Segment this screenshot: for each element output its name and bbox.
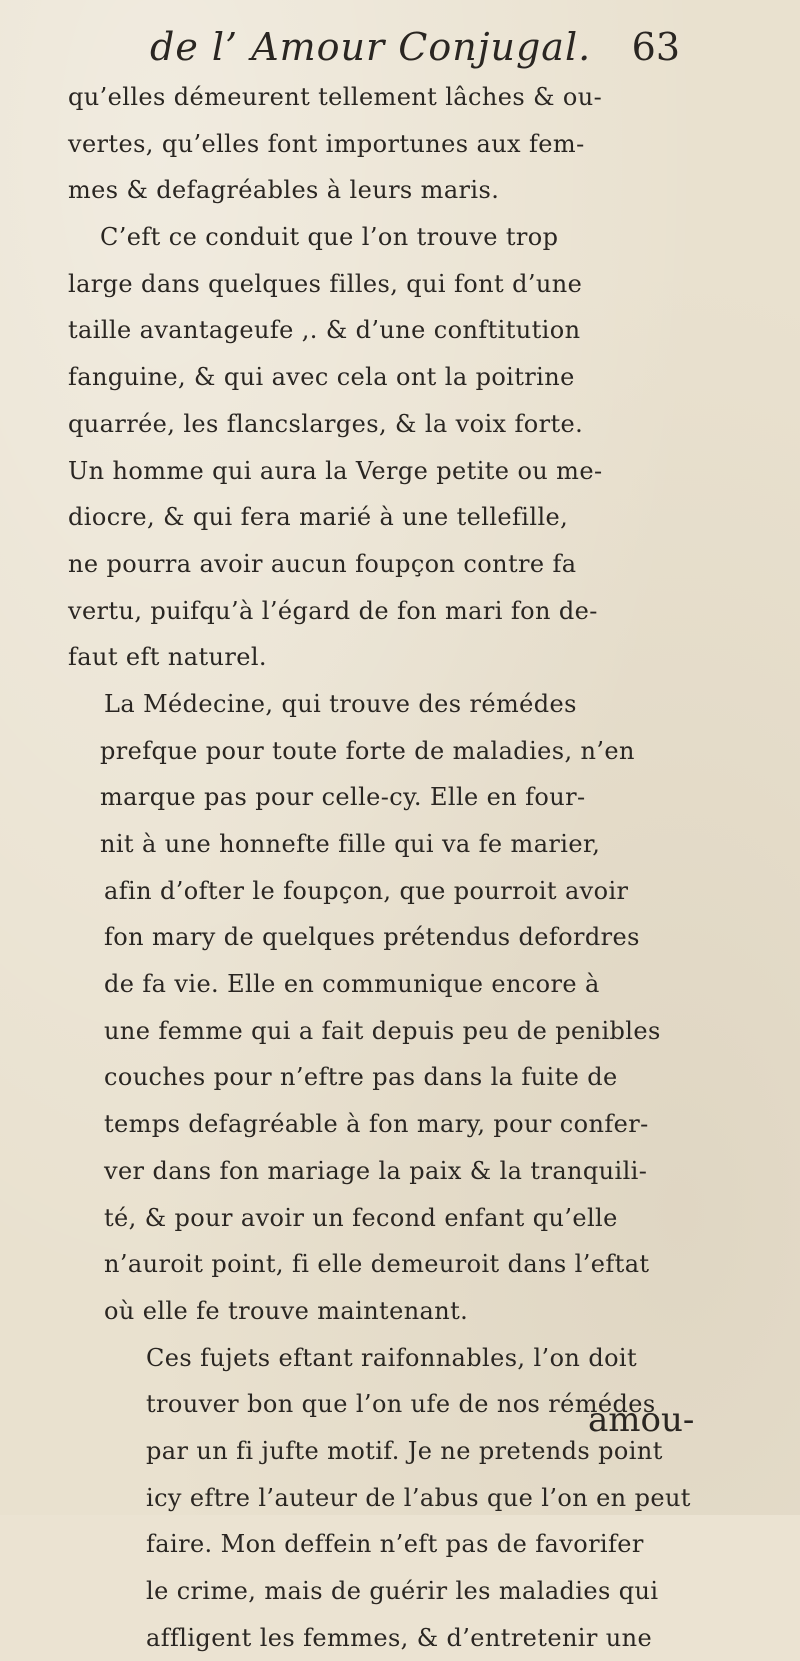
text-line: où elle fe trouve maintenant. [104, 1296, 469, 1325]
text-line: n’auroit point, fi elle demeuroit dans l’eftat [104, 1250, 650, 1279]
text-line: Ces fujets eftant raifonnables, l’on doit [146, 1343, 638, 1372]
text-line: qu’elles démeurent tellement lâches & ou- [68, 83, 603, 111]
text-line: Un homme qui aura la Verge petite ou me- [68, 456, 603, 485]
text-line: fon mary de quelques prétendus defordres [104, 923, 640, 952]
text-line: nit à une honnefte fille qui va fe marier, [100, 830, 601, 858]
text-line: une femme qui a fait depuis peu de penibles [104, 1016, 661, 1045]
text-line: taille avantageufe ,. & d’une conftitution [68, 316, 581, 345]
text-line: affligent les femmes, & d’entretenir une [146, 1623, 653, 1652]
text-line: mes & defagréables à leurs maris. [68, 176, 500, 205]
text-line: La Médecine, qui trouve des rémédes [104, 689, 577, 718]
text-line: fanguine, & qui avec cela ont la poitrine [68, 363, 575, 392]
text-line: C’eft ce conduit que l’on trouve trop [100, 223, 559, 252]
catchword: amou- [588, 1400, 695, 1440]
text-line: prefque pour toute forte de maladies, n’en [100, 736, 635, 765]
text-line: marque pas pour celle-cy. Elle en four- [100, 783, 586, 812]
running-head-title: de l’ Amour Conjugal. [150, 25, 592, 69]
text-line: quarrée, les flancslarges, & la voix forte. [68, 409, 584, 438]
text-line: couches pour n’eftre pas dans la fuite de [104, 1063, 618, 1092]
text-line: icy eftre l’auteur de l’abus que l’on en peut [146, 1483, 691, 1512]
text-line: vertu, puifqu’à l’égard de fon mari fon de- [68, 596, 598, 625]
text-line: faut eft naturel. [68, 643, 267, 672]
text-line: faire. Mon deffein n’eft pas de favorifer [146, 1530, 644, 1559]
text-line: afin d’ofter le foupçon, que pourroit avoir [104, 876, 629, 905]
text-line: temps defagréable à fon mary, pour confer- [104, 1110, 649, 1139]
text-line: par un fi jufte motif. Je ne pretends point [146, 1436, 663, 1465]
text-line: ne pourra avoir aucun foupçon contre fa [68, 549, 577, 578]
text-line: large dans quelques filles, qui font d’une [68, 269, 583, 298]
text-line: té, & pour avoir un fecond enfant qu’elle [104, 1203, 618, 1232]
text-line: vertes, qu’elles font importunes aux fem- [68, 129, 585, 158]
text-line: ver dans fon mariage la paix & la tranquili- [104, 1156, 648, 1185]
text-line: diocre, & qui fera marié à une tellefille, [68, 503, 569, 532]
page-number: 63 [631, 25, 680, 69]
running-head [150, 22, 690, 72]
text-line: trouver bon que l’on ufe de nos rémédes [146, 1390, 656, 1419]
text-line: de fa vie. Elle en communique encore à [104, 970, 600, 999]
text-line: le crime, mais de guérir les maladies qui [146, 1577, 659, 1605]
